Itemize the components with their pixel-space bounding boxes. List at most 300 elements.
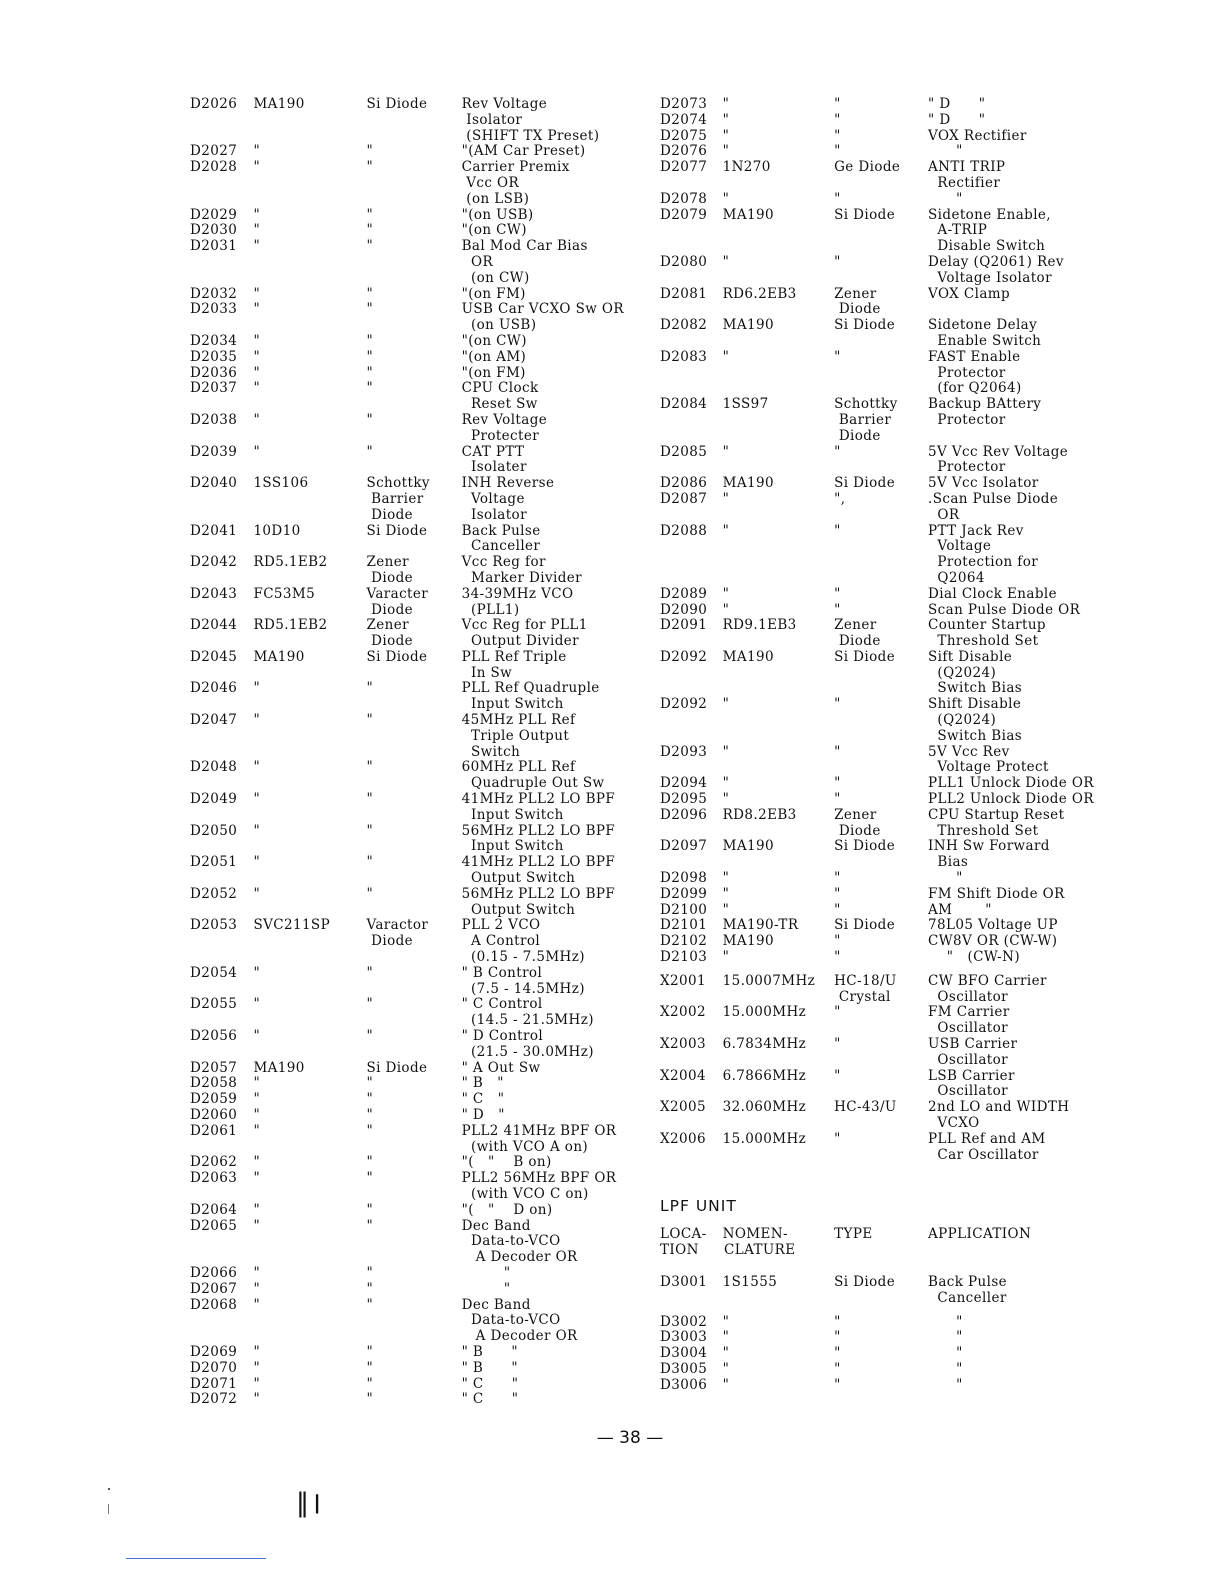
cell-application: CW8V OR (CW-W) (928, 933, 1058, 950)
cell-location: D2103 (660, 949, 708, 966)
cell-type: " (834, 1130, 841, 1147)
cell-application: " B " (461, 1075, 504, 1092)
cell-location: D2070 (190, 1359, 238, 1376)
table-row (190, 255, 640, 271)
cell-type: " (834, 348, 841, 365)
table-row (660, 839, 1110, 855)
table-row (190, 1187, 640, 1203)
table-row (190, 966, 640, 982)
cell-nomenclature: " (253, 364, 261, 381)
cell-type: " (834, 1345, 841, 1362)
cell-type: " (366, 1343, 374, 1360)
cell-application: USB Carrier (928, 1036, 1018, 1053)
table-row (660, 1069, 1110, 1085)
cell-type: " (834, 190, 841, 207)
table-row (190, 903, 640, 919)
cell-application: 5V Vcc Rev Voltage (928, 443, 1069, 460)
cell-type: " (366, 206, 374, 223)
cell-application: A Control (461, 933, 541, 950)
table-row (190, 302, 640, 318)
table-row (190, 792, 640, 808)
table-row (660, 318, 1110, 334)
cell-type: Diode (834, 633, 881, 650)
cell-nomenclature: " (722, 1345, 730, 1362)
table-row (660, 697, 1110, 713)
table-row (190, 603, 640, 619)
cell-location: D2049 (190, 791, 238, 808)
cell-nomenclature: " (722, 111, 730, 128)
cell-application: 34-39MHz VCO (461, 585, 574, 602)
cell-application: CPU Clock (461, 380, 539, 397)
cell-application: Isolator (461, 111, 523, 128)
table-row (190, 587, 640, 603)
cell-nomenclature: " (253, 1201, 261, 1218)
cell-application: Output Switch (461, 901, 576, 918)
cell-application: "(on CW) (461, 332, 527, 349)
table-row (190, 1345, 640, 1361)
table-row (190, 950, 640, 966)
cell-application: Isolater (461, 459, 527, 476)
cell-nomenclature: " (253, 443, 261, 460)
cell-nomenclature: " (722, 585, 730, 602)
cell-location: D3003 (660, 1329, 708, 1346)
cell-application: (0.15 - 7.5MHz) (461, 949, 585, 966)
table-row (190, 445, 640, 461)
cell-type: " (366, 364, 374, 381)
cell-application: FM Carrier (928, 1004, 1010, 1021)
cell-application: " (CW-N) (928, 949, 1021, 966)
cell-application: " (928, 1313, 963, 1330)
table-row (190, 713, 640, 729)
cell-application: Enable Switch (928, 332, 1042, 349)
table-row (660, 1100, 1110, 1116)
cell-type: Si Diode (834, 838, 896, 855)
cell-nomenclature: " (722, 870, 730, 887)
cell-type: Si Diode (366, 96, 428, 112)
table-row (190, 318, 640, 334)
cell-nomenclature: " (253, 712, 261, 729)
cell-nomenclature: " (722, 1313, 730, 1330)
cell-nomenclature: " (722, 775, 730, 792)
cell-location: D2054 (190, 964, 238, 981)
cell-nomenclature: " (253, 1264, 261, 1281)
table-row (660, 524, 1110, 540)
cell-application: 45MHz PLL Ref (461, 712, 576, 729)
header-location: LOCA- (660, 1226, 707, 1243)
cell-application: Voltage (928, 538, 992, 555)
cell-type: " (834, 443, 841, 460)
table-row (660, 539, 1110, 555)
cell-location: D2101 (660, 917, 708, 934)
table-row (190, 239, 640, 255)
cell-application: PTT Jack Rev (928, 522, 1024, 539)
table-row (660, 587, 1110, 603)
table-row (190, 729, 640, 745)
table-row (190, 555, 640, 571)
cell-nomenclature: RD5.1EB2 (253, 617, 328, 634)
cell-type: " (366, 1217, 374, 1234)
cell-location: D2093 (660, 743, 708, 760)
table-row (190, 1361, 640, 1377)
cell-type: Varacter (366, 585, 429, 602)
cell-application: (with VCO A on) (461, 1138, 589, 1155)
cell-type: " (366, 1280, 374, 1297)
table-row (190, 1155, 640, 1171)
table-row (190, 113, 640, 129)
cell-application: Data-to-VCO (461, 1312, 561, 1329)
cell-application: " (928, 1329, 963, 1346)
cell-application: "( " B on) (461, 1154, 552, 1171)
cell-application: Protector (928, 364, 1006, 381)
cell-application: Q2064 (928, 569, 985, 586)
cell-location: D2094 (660, 775, 708, 792)
cell-type: " (366, 1264, 374, 1281)
cell-application: Voltage (461, 490, 525, 507)
cell-application: FM Shift Diode OR (928, 885, 1065, 902)
cell-application: VOX Clamp (928, 285, 1011, 302)
table-row (190, 413, 640, 429)
table-row (660, 934, 1110, 950)
cell-application: Switch Bias (928, 680, 1023, 697)
cell-nomenclature: " (253, 964, 261, 981)
cell-location: D2077 (660, 159, 708, 176)
cell-application: " (928, 1345, 963, 1362)
cell-type: " (834, 1036, 841, 1053)
table-row (190, 208, 640, 224)
cell-location: D2032 (190, 285, 238, 302)
cell-application: A Decoder OR (461, 1328, 578, 1345)
cell-nomenclature: " (253, 159, 261, 176)
table-row (660, 855, 1110, 871)
cell-nomenclature: " (253, 411, 261, 428)
cell-nomenclature: 1SS106 (253, 475, 309, 492)
table-row (190, 334, 640, 350)
cell-application: Sidetone Delay (928, 317, 1038, 334)
cell-nomenclature: " (253, 206, 261, 223)
table-row (660, 1315, 1110, 1331)
cell-location: X2003 (660, 1036, 706, 1053)
cell-type: " (834, 696, 841, 713)
cell-nomenclature: 1S1555 (722, 1273, 778, 1290)
cell-application: " A Out Sw (461, 1059, 541, 1076)
table-row (190, 1108, 640, 1124)
page-number: — 38 — (596, 1428, 664, 1448)
cell-nomenclature: 15.000MHz (722, 1004, 807, 1021)
cell-type: " (366, 380, 374, 397)
cell-nomenclature: MA190 (722, 838, 774, 855)
cell-application: Counter Startup (928, 617, 1046, 634)
cell-type: " (834, 933, 841, 950)
cell-location: D2043 (190, 585, 238, 602)
cell-application: Car Oscillator (928, 1146, 1039, 1163)
cell-type: " (834, 791, 841, 808)
table-row (660, 745, 1110, 761)
table-row (660, 1346, 1110, 1362)
cell-nomenclature: " (253, 1028, 261, 1045)
cell-nomenclature: " (253, 759, 261, 776)
cell-application: " C Control (461, 996, 543, 1013)
cell-type: Schottky (834, 396, 898, 413)
table-row (660, 1084, 1110, 1100)
cell-application: Protection for (928, 554, 1039, 571)
cell-nomenclature: " (722, 901, 730, 918)
cell-nomenclature: " (253, 1091, 261, 1108)
cell-type: Crystal (834, 988, 891, 1005)
cell-location: D2046 (190, 680, 238, 697)
cell-location: X2005 (660, 1099, 706, 1116)
cell-application: (SHIFT TX Preset) (461, 127, 600, 144)
cell-location: D2080 (660, 253, 708, 270)
table-row (660, 729, 1110, 745)
cell-application: Rev Voltage (461, 96, 548, 112)
cell-type: Diode (366, 506, 414, 523)
table-row (190, 1076, 640, 1092)
cell-nomenclature: 6.7834MHz (722, 1036, 807, 1053)
cell-type: " (366, 1375, 374, 1392)
lpf-table-header (660, 1227, 1110, 1259)
table-row (190, 397, 640, 413)
table-row (190, 1329, 640, 1345)
cell-application: A Decoder OR (461, 1249, 578, 1266)
cell-application: Disable Switch (928, 238, 1046, 255)
cell-application: Shift Disable (928, 696, 1022, 713)
cell-application: Oscillator (928, 1083, 1008, 1100)
cell-location: D2027 (190, 143, 238, 160)
table-row (190, 160, 640, 176)
table-row (660, 1116, 1110, 1132)
cell-application: Bal Mod Car Bias (461, 238, 588, 255)
cell-application: Backup BAttery (928, 396, 1042, 413)
cell-location: D2062 (190, 1154, 238, 1171)
cell-application: Scan Pulse Diode OR (928, 601, 1081, 618)
table-row (660, 1275, 1110, 1291)
cell-location: D2073 (660, 96, 708, 112)
cell-application: PLL2 56MHz BPF OR (461, 1170, 617, 1187)
cell-location: D2056 (190, 1028, 238, 1045)
cell-type: Diode (834, 301, 881, 318)
cell-location: D2102 (660, 933, 708, 950)
cell-application: INH Reverse (461, 475, 555, 492)
cell-application: LSB Carrier (928, 1067, 1015, 1084)
cell-location: X2001 (660, 972, 706, 989)
header-application: APPLICATION (928, 1226, 1032, 1243)
margin-marks: ‖ ׀ (296, 1488, 319, 1518)
cell-nomenclature: " (722, 949, 730, 966)
table-row (190, 381, 640, 397)
cell-application: Data-to-VCO (461, 1233, 561, 1250)
table-row (190, 287, 640, 303)
table-row (660, 460, 1110, 476)
table-row (660, 792, 1110, 808)
cell-application: " C " (461, 1375, 519, 1392)
table-row (660, 1378, 1110, 1394)
table-row (190, 1266, 640, 1282)
cell-application: (14.5 - 21.5MHz) (461, 1012, 594, 1029)
cell-nomenclature: 1SS97 (722, 396, 769, 413)
table-row (660, 223, 1110, 239)
table-row (660, 555, 1110, 571)
cell-type: " (834, 1360, 841, 1377)
lpf-parts-rows (660, 1275, 1110, 1394)
table-row (660, 571, 1110, 587)
cell-application: Triple Output (461, 727, 570, 744)
cell-location: D2048 (190, 759, 238, 776)
cell-application: Back Pulse (928, 1273, 1008, 1290)
cell-nomenclature: " (253, 1391, 261, 1408)
cell-location: D2069 (190, 1343, 238, 1360)
cell-type: Schottky (366, 475, 430, 492)
cell-type: " (834, 601, 841, 618)
table-row (190, 192, 640, 208)
cell-application: 56MHz PLL2 LO BPF (461, 885, 616, 902)
cell-application: Dial Clock Enable (928, 585, 1057, 602)
cell-nomenclature: " (253, 822, 261, 839)
cell-nomenclature: MA190 (722, 475, 774, 492)
table-row (660, 366, 1110, 382)
table-row (660, 144, 1110, 160)
right-parts-table (660, 97, 1110, 1394)
cell-location: D2092 (660, 648, 708, 665)
cell-nomenclature: " (253, 1343, 261, 1360)
cell-nomenclature: " (722, 96, 730, 112)
cell-nomenclature: " (253, 1280, 261, 1297)
cell-nomenclature: " (722, 190, 730, 207)
cell-type: " (366, 1359, 374, 1376)
cell-type: " (834, 949, 841, 966)
cell-application: OR (928, 506, 960, 523)
table-row (660, 476, 1110, 492)
cell-application: " D " (928, 96, 986, 112)
cell-application: Input Switch (461, 838, 564, 855)
cell-type: " (366, 854, 374, 871)
cell-type: " (366, 1296, 374, 1313)
cell-nomenclature: " (253, 1375, 261, 1392)
cell-application: Delay (Q2061) Rev (928, 253, 1064, 270)
cell-application: PLL2 Unlock Diode OR (928, 791, 1094, 808)
table-row (190, 350, 640, 366)
cell-application: (7.5 - 14.5MHz) (461, 980, 585, 997)
cell-application: " (928, 190, 963, 207)
table-row (190, 1392, 640, 1408)
cell-type: " (834, 901, 841, 918)
cell-application: PLL1 Unlock Diode OR (928, 775, 1094, 792)
cell-nomenclature: " (253, 1107, 261, 1123)
cell-application: PLL Ref Triple (461, 648, 567, 665)
cell-location: D2064 (190, 1201, 238, 1218)
cell-location: D3006 (660, 1376, 708, 1393)
cell-type: " (366, 1391, 374, 1408)
cell-application: " (928, 1376, 963, 1393)
cell-application: VOX Rectifier (928, 127, 1027, 144)
cell-application: (on CW) (461, 269, 530, 286)
cell-application: Dec Band (461, 1296, 531, 1313)
table-row (190, 460, 640, 476)
cell-application: "(on CW) (461, 222, 527, 239)
cell-location: D2058 (190, 1075, 238, 1092)
cell-application: VCXO (928, 1115, 980, 1131)
table-row (190, 524, 640, 540)
cell-application: (on USB) (461, 317, 537, 334)
cell-application: AM " (928, 901, 992, 918)
cell-application: 41MHz PLL2 LO BPF (461, 854, 616, 871)
table-row (190, 918, 640, 934)
cell-location: D2083 (660, 348, 708, 365)
cell-location: D2057 (190, 1059, 238, 1076)
cell-application: Oscillator (928, 1051, 1008, 1068)
table-row (190, 1377, 640, 1393)
cell-type: " (366, 964, 374, 981)
cell-application: "(on USB) (461, 206, 534, 223)
table-row (660, 1330, 1110, 1346)
cell-nomenclature: MA190 (722, 648, 774, 665)
cell-application: Vcc OR (461, 174, 520, 191)
table-row (660, 650, 1110, 666)
cell-nomenclature: " (722, 127, 730, 144)
cell-nomenclature: " (253, 301, 261, 318)
cell-application: (Q2024) (928, 712, 997, 729)
cell-type: " (366, 332, 374, 349)
cell-application: Input Switch (461, 806, 564, 823)
table-row (660, 192, 1110, 208)
cell-nomenclature: RD9.1EB3 (722, 617, 797, 634)
cell-application: 60MHz PLL Ref (461, 759, 576, 776)
cell-nomenclature: " (722, 490, 730, 507)
table-row (190, 982, 640, 998)
table-row (190, 1298, 640, 1314)
cell-location: D2072 (190, 1391, 238, 1408)
cell-nomenclature: " (253, 1217, 261, 1234)
cell-nomenclature: 1N270 (722, 159, 771, 176)
table-row (660, 760, 1110, 776)
table-row (660, 808, 1110, 824)
table-row (660, 903, 1110, 919)
table-row (660, 113, 1110, 129)
table-row (660, 918, 1110, 934)
table-row (190, 508, 640, 524)
table-row (190, 650, 640, 666)
cell-location: D2050 (190, 822, 238, 839)
table-row (660, 334, 1110, 350)
cell-location: D2060 (190, 1107, 238, 1123)
cell-application: Marker Divider (461, 569, 582, 586)
cell-nomenclature: 10D10 (253, 522, 301, 539)
table-row (190, 176, 640, 192)
cell-type: Diode (366, 601, 414, 618)
cell-application: USB Car VCXO Sw OR (461, 301, 624, 318)
table-row (190, 571, 640, 587)
table-row (660, 255, 1110, 271)
cell-location: D2035 (190, 348, 238, 365)
cell-location: D2071 (190, 1375, 238, 1392)
cell-type: " (834, 885, 841, 902)
table-row (190, 1203, 640, 1219)
cell-nomenclature: 6.7866MHz (722, 1067, 807, 1084)
scan-speck (108, 1488, 110, 1490)
cell-location: D2044 (190, 617, 238, 634)
cell-type: " (366, 238, 374, 255)
cell-application: Sift Disable (928, 648, 1013, 665)
cell-type: " (834, 1329, 841, 1346)
cell-application: PLL 2 VCO (461, 917, 541, 934)
table-row (660, 950, 1110, 966)
table-row (190, 1045, 640, 1061)
cell-application: Protector (928, 411, 1006, 428)
cell-type: " (834, 253, 841, 270)
table-row (660, 287, 1110, 303)
table-row (190, 223, 640, 239)
cell-application: Protecter (461, 427, 540, 444)
cell-application: 5V Vcc Rev (928, 743, 1010, 760)
